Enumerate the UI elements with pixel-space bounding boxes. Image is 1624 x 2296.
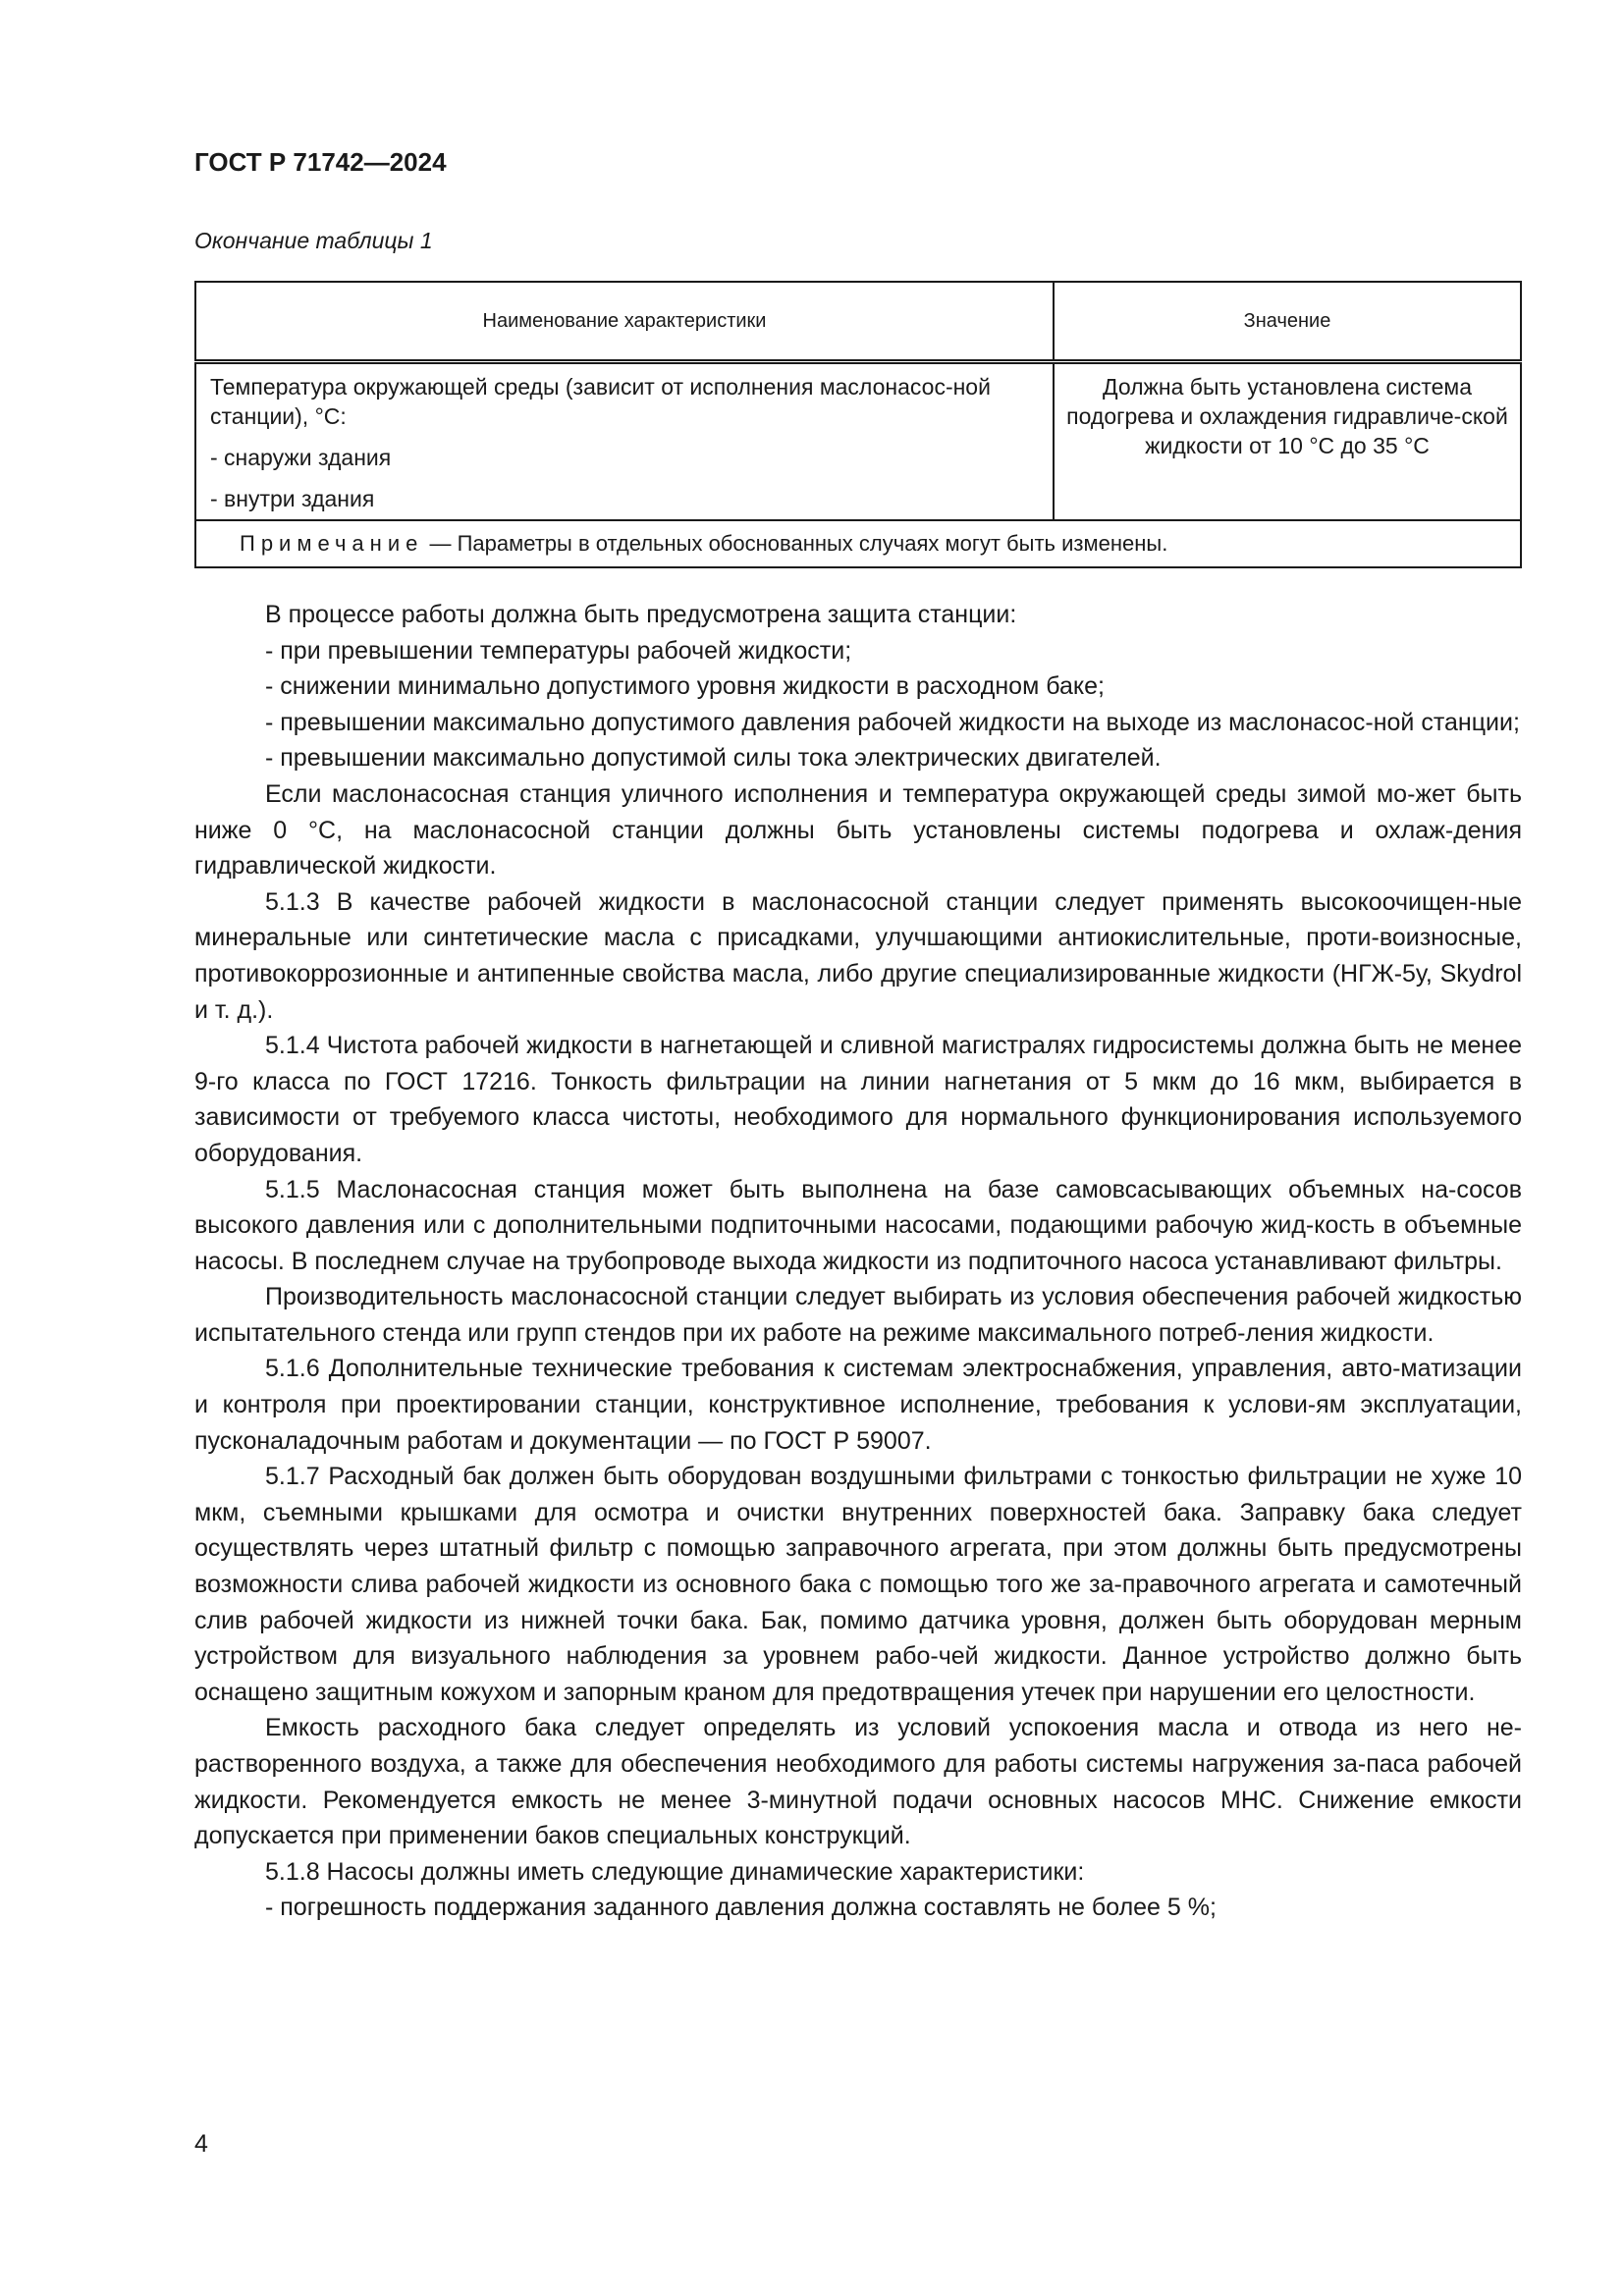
page-number: 4 — [194, 2130, 208, 2158]
paragraph: 5.1.6 Дополнительные технические требования к системам электроснабжения, управления, авто-матизации и контроля при проектировании станции, конструктивное исполнение, требования к услови-ям эксплуатации, пусконаладочным работам и документации — по ГОСТ Р 59007. — [194, 1355, 1522, 1455]
paragraph: 5.1.7 Расходный бак должен быть оборудован воздушными фильтрами с тонкостью фильтрации не хуже 10 мкм, съемными крышками для осмотра и очистки внутренних поверхностей бака. Заправку бака следует осуществлять через штатный фильтр с помощью заправочного агрегата, при этом должны быть предусмотрены возможности слива рабочей жидкости из основного бака с помощью того же за-правочного агрегата и самотечный слив рабочей жидкости из нижней точки бака. Бак, помимо датчика уровня, должен быть оборудован мерным устройством для визуального наблюдения за уровнем рабо-чей жидкости. Данное устройство должно быть оснащено защитным кожухом и запорным краном для предотвращения утечек при нарушении его целостности. — [194, 1463, 1522, 1706]
paragraph: 5.1.8 Насосы должны иметь следующие динамические характеристики: — [265, 1857, 1085, 1886]
paragraph: Если маслонасосная станция уличного исполнения и температура окружающей среды зимой мо-жет быть ниже 0 °С, на маслонасосной станции должны быть установлены системы подогрева и охлаж-дения гидравлической жидкости. — [194, 779, 1522, 881]
paragraph: 5.1.3 В качестве рабочей жидкости в маслонасосной станции следует применять высокоочищен-ные минеральные или синтетические масла с присадками, улучшающими антиокислительные, проти-воизносные, противокоррозионные и антипенные свойства масла, либо другие специализированные жидкости (НГЖ-5у, Skydrol и т. д.). — [194, 887, 1522, 1024]
characteristic-name: Температура окружающей среды (зависит от исполнения маслонасос-ной станции), °С: — [210, 374, 991, 429]
characteristic-value-cell — [1054, 362, 1521, 521]
standard-designation: ГОСТ Р 71742—2024 — [194, 147, 447, 177]
paragraph: В процессе работы должна быть предусмотрена защита станции: — [265, 601, 1017, 628]
list-item: - снаружи здания — [210, 445, 392, 470]
paragraph: Производительность маслонасосной станции следует выбирать из условия обеспечения рабочей жидкостью испытательного стенда или групп стендов при их работе на режиме максимального потреб-ления жидкости. — [194, 1283, 1522, 1347]
table-caption: Окончание таблицы 1 — [194, 228, 433, 253]
table-header-row — [195, 282, 1521, 362]
column-header-value: Значение — [1054, 282, 1521, 362]
note-label: Примечание — [240, 531, 424, 556]
list-item: - погрешность поддержания заданного давления должна составлять не более 5 %; — [265, 1894, 1217, 1922]
list-item: - внутри здания — [210, 486, 375, 511]
body-text — [194, 597, 1522, 1926]
characteristic-value: Должна быть установлена система подогрева и охлаждения гидравличе-ской жидкости от 10 °С до 35 °С — [1066, 374, 1508, 458]
table-note-row — [195, 520, 1521, 567]
paragraph: 5.1.5 Маслонасосная станция может быть выполнена на базе самовсасывающих объемных на-сосов высокого давления или с дополнительными подпиточными насосами, подающими рабочую жид-кость в объемные насосы. В последнем случае на трубопроводе выхода жидкости из подпиточного насоса устанавливают фильтры. — [194, 1175, 1522, 1275]
list-item: - при превышении температуры рабочей жидкости; — [265, 636, 852, 665]
characteristics-table — [194, 281, 1522, 568]
paragraph: Емкость расходного бака следует определять из условий успокоения масла и отвода из него не-растворенного воздуха, а также для обеспечения необходимого для работы системы нагружения за-паса рабочей жидкости. Рекомендуется емкость не менее 3-минутной подачи основных насосов МНС. Снижение емкости допускается при применении баков специальных конструкций. — [194, 1714, 1522, 1850]
note-text: — Параметры в отдельных обоснованных случаях могут быть изменены. — [423, 531, 1168, 556]
column-header-name: Наименование характеристики — [195, 282, 1054, 362]
characteristic-name-cell — [195, 362, 1054, 521]
list-item: - снижении минимально допустимого уровня жидкости в расходном баке; — [265, 672, 1105, 701]
list-item: - превышении максимально допустимой силы тока электрических двигателей. — [265, 744, 1162, 773]
table-row — [195, 362, 1521, 521]
list-item: - превышении максимально допустимого давления рабочей жидкости на выходе из маслонасос-ной станции; — [265, 708, 1520, 736]
paragraph: 5.1.4 Чистота рабочей жидкости в нагнетающей и сливной магистралях гидросистемы должна быть не менее 9-го класса по ГОСТ 17216. Тонкость фильтрации на линии нагнетания от 5 мкм до 16 мкм, выбирается в зависимости от требуемого класса чистоты, необходимого для нормального функционирования используемого оборудования. — [194, 1032, 1522, 1167]
table-note — [195, 520, 1521, 567]
